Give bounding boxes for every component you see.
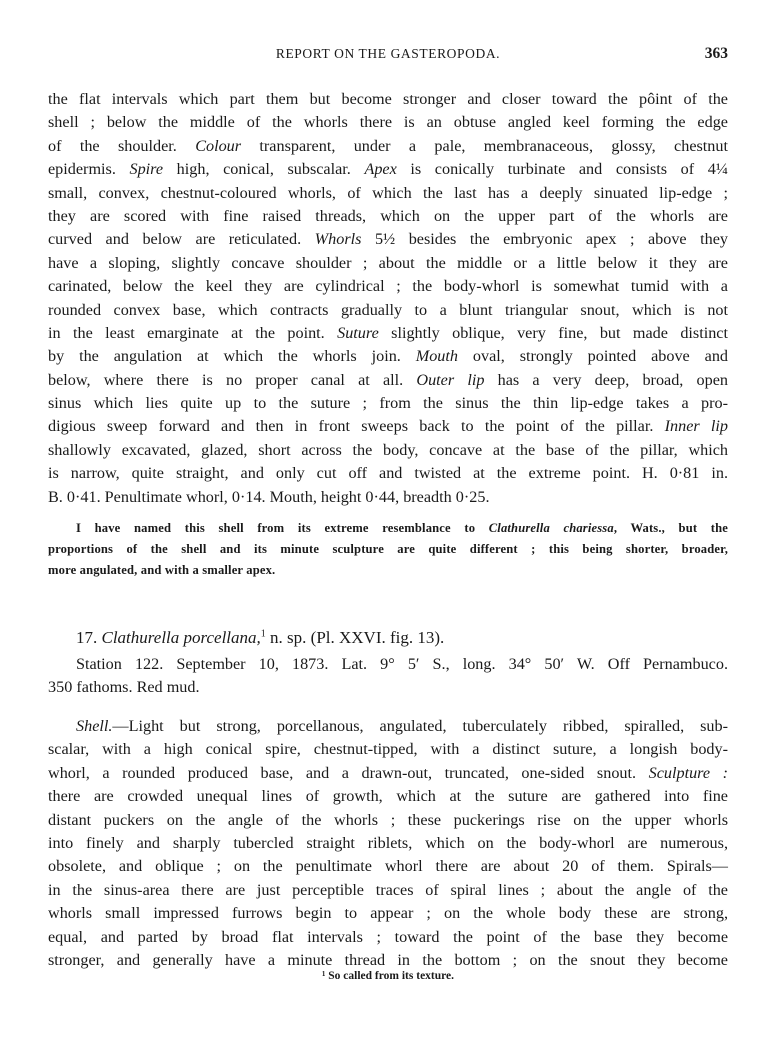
text-line: in the least emarginate at the point. Suture slightly oblique, very fine, but made distinct (48, 323, 728, 342)
italic-term: Shell. (76, 717, 113, 735)
note-line: more angulated, and with a smaller apex. (48, 562, 276, 577)
italic-term: Apex (364, 160, 397, 179)
text-line: digious sweep forward and then in front sweeps back to the point of the pillar. Inner lip (48, 417, 729, 436)
text-line: obsolete, and oblique ; on the penultimate whorl there are about 20 of them. Spirals— (48, 857, 728, 876)
station-line: Station 122. September 10, 1873. Lat. 9° 5′ S., long. 34° 50′ W. Off Pernambuco. (76, 655, 728, 673)
text-line: in the sinus-area there are just perceptible traces of spiral lines ; about the angle of the (48, 880, 728, 899)
description-paragraph (48, 88, 728, 509)
italic-term: Mouth (415, 347, 458, 366)
text-line: by the angulation at which the whorls join. Mouth oval, strongly pointed above and (48, 347, 729, 366)
station-info (48, 653, 728, 700)
text-line: have a sloping, slightly concave shoulder ; about the middle or a little below it they are (48, 253, 728, 272)
text-line: epidermis. Spire high, conical, subscalar. Apex is conically turbinate and consists of 4¼ (48, 160, 729, 179)
italic-term: Clathurella chariessa (488, 521, 614, 535)
text-line: they are scored with fine raised threads, which on the upper part of the whorls are (48, 206, 728, 225)
running-head (48, 46, 728, 68)
text-line: distant puckers on the angle of the whorls ; these puckerings rise on the upper whorls (48, 810, 728, 829)
text-line: B. 0·41. Penultimate whorl, 0·14. Mouth, height 0·44, breadth 0·25. (48, 487, 490, 506)
station-line: 350 fathoms. Red mud. (48, 678, 200, 697)
text-line: whorls small impressed furrows begin to appear ; on the whole body these are strong, (48, 904, 728, 923)
text-line: of the shoulder. Colour transparent, under a pale, membranaceous, glossy, chestnut (48, 136, 728, 155)
text-line: there are crowded unequal lines of growth, which at the suture are gathered into fine (48, 787, 728, 806)
text-line: the flat intervals which part them but become stronger and closer toward the pôint of the (48, 90, 728, 108)
text-line: whorl, a rounded produced base, and a drawn-out, truncated, one-sided snout. Sculpture : (48, 763, 728, 782)
text-line: small, convex, chestnut-coloured whorls, of which the last has a deeply sinuated lip-edge ; (48, 183, 728, 202)
note-line: I have named this shell from its extreme resemblance to Clathurella chariessa, Wats., but the (76, 521, 729, 535)
note-line: proportions of the shell and its minute sculpture are quite different ; this being shorter, broader, (48, 541, 728, 556)
shell-paragraph (48, 715, 728, 972)
italic-term: Sculpture : (648, 763, 728, 782)
running-head-title: REPORT ON THE GASTEROPODA. (275, 46, 501, 61)
species-heading-block (48, 626, 728, 650)
italic-term: Whorls (314, 230, 362, 249)
footnote: ¹ So called from its texture. (321, 970, 455, 982)
italic-term: Outer lip (416, 370, 485, 389)
species-heading: 17. Clathurella porcellana,$^1$ n. sp. (Pl. XXVI. fig. 13). (76, 628, 445, 647)
italic-term: Clathurella porcellana, (101, 628, 261, 647)
text-line: equal, and parted by broad flat intervals ; toward the point of the base they become (48, 927, 728, 946)
text-line: stronger, and generally have a minute thread in the bottom ; on the snout they become (48, 950, 728, 969)
text-line: curved and below are reticulated. Whorls 5½ besides the embryonic apex ; above they (48, 230, 728, 249)
italic-term: Spire (129, 160, 164, 179)
text-line: below, where there is no proper canal at all. Outer lip has a very deep, broad, open (48, 370, 729, 389)
text-line: scalar, with a high conical spire, chestnut-tipped, with a distinct suture, a longish body- (48, 740, 728, 759)
text-line: is narrow, quite straight, and only cut off and twisted at the extreme point. H. 0·81 in. (48, 464, 728, 483)
text-line: sinus which lies quite up to the suture ; from the sinus the thin lip-edge takes a pro- (48, 394, 728, 413)
text-line: shell ; below the middle of the whorls there is an obtuse angled keel forming the edge (48, 113, 728, 132)
comparison-note (48, 518, 728, 580)
text-line: rounded convex base, which contracts gradually to a blunt triangular snout, which is not (48, 300, 728, 319)
text-line: into finely and sharply tubercled straight riblets, which on the body-whorl are numerous, (48, 833, 728, 852)
text-line: Shell.—Light but strong, porcellanous, angulated, tuberculately ribbed, spiralled, sub- (76, 717, 728, 735)
footnote-marker: 1 (260, 628, 266, 640)
page-number: 363 (704, 45, 728, 62)
text-line: carinated, below the keel they are cylindrical ; the body-whorl is somewhat tumid with a (48, 277, 728, 296)
italic-term: Colour (195, 136, 242, 155)
text-line: shallowly excavated, glazed, short across the body, concave at the base of the pillar, which (48, 440, 728, 459)
italic-term: Suture (337, 323, 379, 342)
italic-term: Inner lip (664, 417, 729, 436)
